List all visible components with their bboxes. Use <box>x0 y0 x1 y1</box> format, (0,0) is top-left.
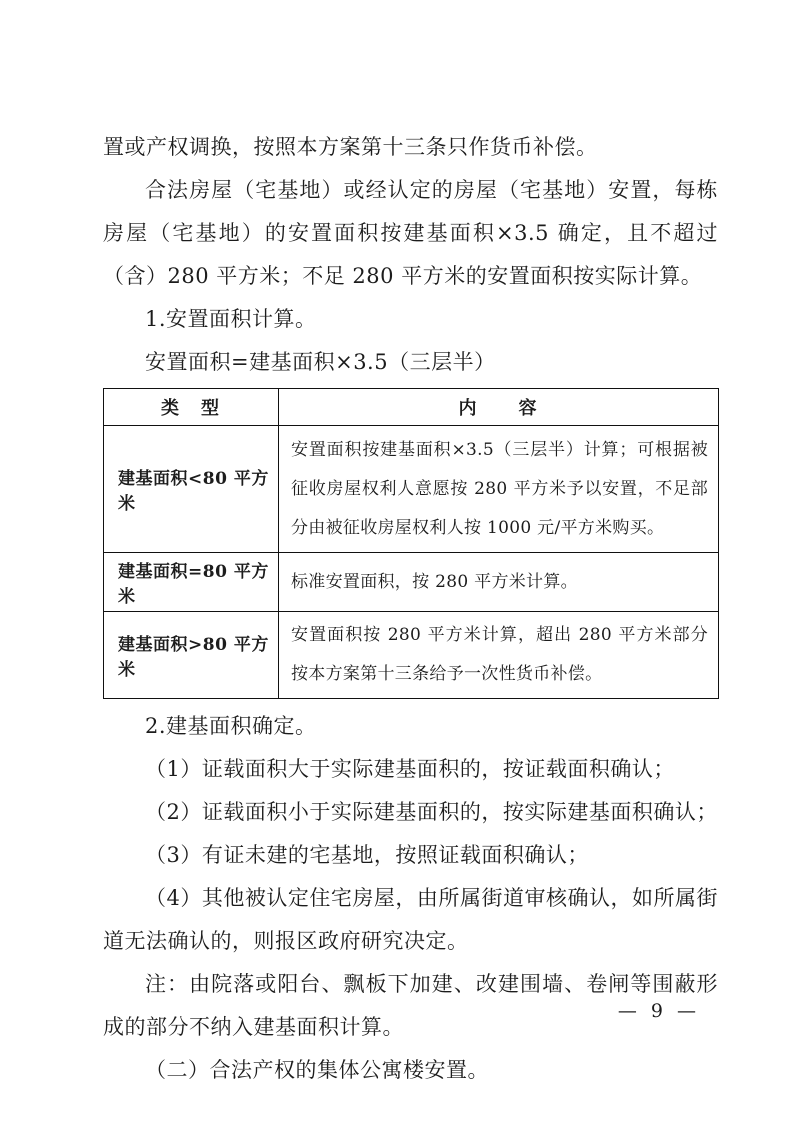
page-number: — 9 — <box>617 1000 700 1022</box>
table-row <box>104 426 719 553</box>
table-row <box>104 612 719 699</box>
paragraph-sub1: （1）证载面积大于实际建基面积的，按证载面积确认； <box>145 757 675 781</box>
paragraph-sub2: （2）证载面积小于实际建基面积的，按实际建基面积确认； <box>145 800 718 824</box>
paragraph-note: 注：由院落或阳台、飘板下加建、改建围墙、卷闸等围蔽形成的部分不纳入建基面积计算。 <box>103 972 718 1039</box>
table-cell-content: 标准安置面积，按 280 平方米计算。 <box>279 553 719 612</box>
paragraph-continuation: 置或产权调换，按照本方案第十三条只作货币补偿。 <box>103 135 598 159</box>
paragraph-item2-title: 2.建基面积确定。 <box>145 714 317 738</box>
table-header-type: 类 型 <box>104 389 279 426</box>
table-cell-content: 安置面积按 280 平方米计算，超出 280 平方米部分按本方案第十三条给予一次性货币补偿。 <box>279 612 719 699</box>
table-header-content: 内 容 <box>279 389 719 426</box>
placement-area-table <box>103 388 719 699</box>
table-cell-content: 安置面积按建基面积×3.5（三层半）计算；可根据被征收房屋权利人意愿按 280 平方米予以安置，不足部分由被征收房屋权利人按 1000 元/平方米购买。 <box>279 426 719 553</box>
paragraph-section2-title: （二）合法产权的集体公寓楼安置。 <box>145 1058 489 1082</box>
table-header-row <box>104 389 719 426</box>
table-row <box>104 553 719 612</box>
table-cell-type: 建基面积=80 平方米 <box>104 553 279 612</box>
paragraph-legal-housing: 合法房屋（宅基地）或经认定的房屋（宅基地）安置，每栋房屋（宅基地）的安置面积按建基面积×3.5 确定，且不超过（含）280 平方米；不足 280 平方米的安置面积按实际计算。 <box>103 178 718 288</box>
paragraph-sub4: （4）其他被认定住宅房屋，由所属街道审核确认，如所属街道无法确认的，则报区政府研究决定。 <box>103 886 718 953</box>
paragraph-item1-title: 1.安置面积计算。 <box>145 307 317 331</box>
document-body <box>103 126 718 1092</box>
table-cell-type: 建基面积<80 平方米 <box>104 426 279 553</box>
paragraph-formula: 安置面积=建基面积×3.5（三层半） <box>145 350 496 374</box>
table-cell-type: 建基面积>80 平方米 <box>104 612 279 699</box>
paragraph-sub3: （3）有证未建的宅基地，按照证载面积确认； <box>145 843 589 867</box>
